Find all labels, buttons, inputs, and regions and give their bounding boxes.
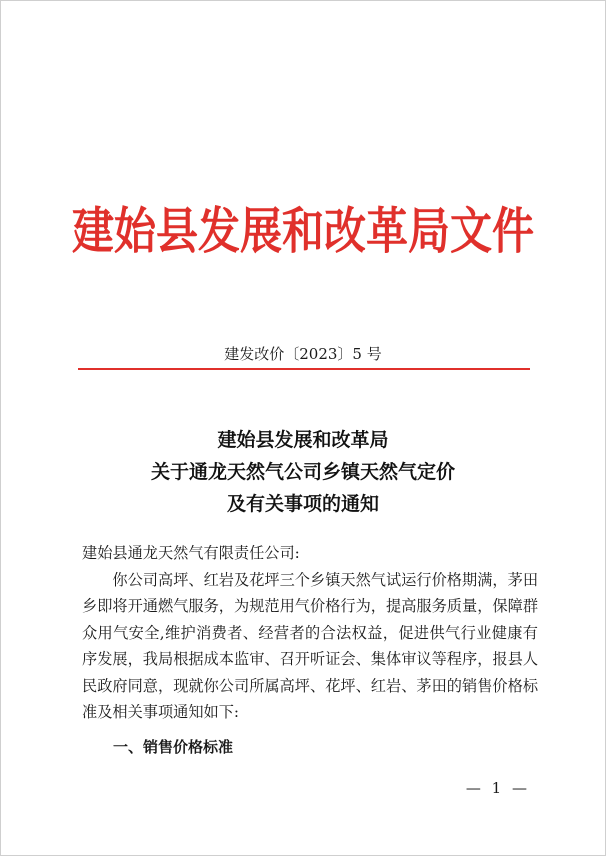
notice-title-line-1: 建始县发展和改革局: [217, 429, 389, 451]
section-heading-sales-price: 一、销售价格标准: [113, 738, 234, 756]
body-paragraph: 你公司高坪、红岩及花坪三个乡镇天然气试运行价格期满，茅田乡即将开通燃气服务，为规范用气价格行为，提高服务质量，保障群众用气安全,维护消费者、经营者的合法权益，促进供气行业健康有序发展，我局根据成本监审、召开听证会、集体审议等程序，报县人民政府同意，现就你公司所属高坪、花坪、红岩、茅田的销售价格标准及相关事项通知如下:: [82, 570, 538, 721]
notice-title-line-3: 及有关事项的通知: [226, 493, 379, 515]
document-masthead: 建始县发展和改革局文件: [71, 201, 534, 260]
notice-body: [82, 540, 538, 726]
notice-title-line-2: 关于通龙天然气公司乡镇天然气定价: [150, 461, 455, 483]
notice-title: [0, 424, 606, 520]
page-number: — 1 —: [465, 779, 530, 797]
document-number: 建发改价〔2023〕5 号: [224, 345, 382, 363]
salutation: 建始县通龙天然气有限责任公司:: [82, 544, 300, 562]
red-divider-line: [78, 368, 530, 370]
